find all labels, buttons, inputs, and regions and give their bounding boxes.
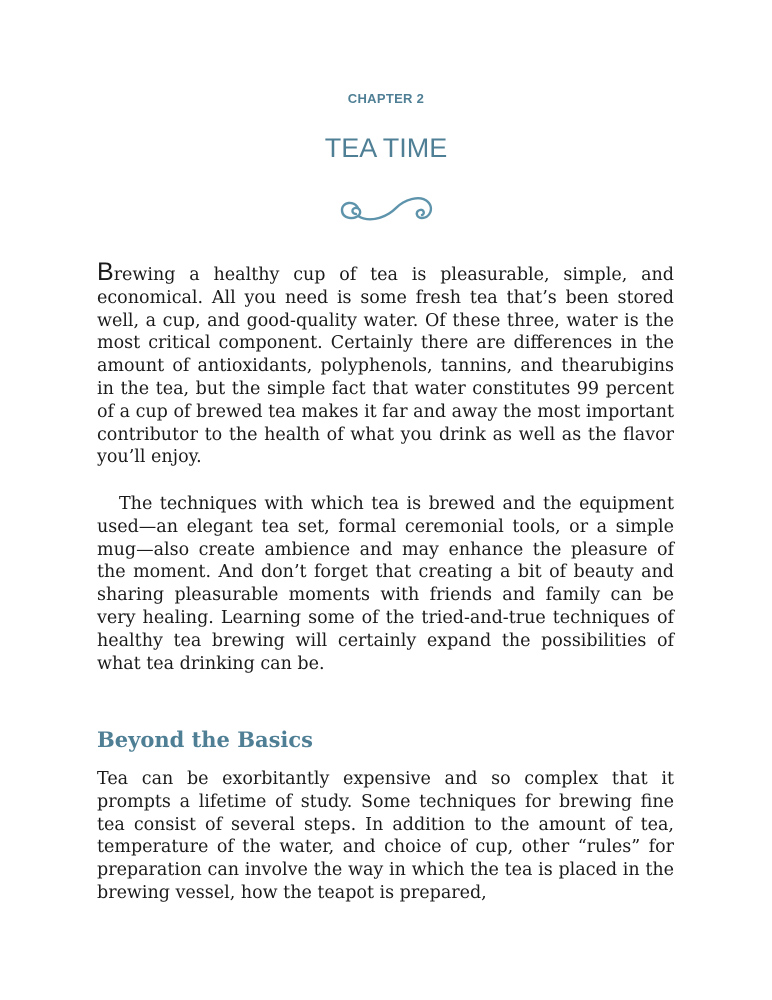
swirl-ornament-icon — [336, 190, 436, 226]
section-heading: Beyond the Basics — [97, 727, 313, 752]
intro-paragraph-2: The techniques with which tea is brewed and the equipment used—an elegant tea set, formal ceremonial tools, or a simple mug—also create ambience and may enhance the pleasure of the moment. And don’t forget that creating a bit of beauty and sharing pleasurable moments with friends and family can be very healing. Learning some of the tried-and-true techniques of healthy tea brewing will certainly expand the possibilities of what tea drinking can be. — [97, 494, 674, 674]
chapter-label: CHAPTER 2 — [347, 91, 425, 106]
section-paragraph: Tea can be exorbitantly expensive and so complex that it prompts a lifetime of study. Some techniques for brewing fine tea consist of several steps. In addition to the amount of tea, temperature of the water, and choice of cup, other “rules” for preparation can involve the way in which the tea is placed in the brewing vessel, how the teapot is prepared, — [97, 769, 674, 903]
drop-cap: B — [97, 258, 114, 286]
intro-paragraph-1 — [97, 258, 674, 469]
chapter-title: TEA TIME — [324, 133, 448, 163]
intro-paragraph-1-text: rewing a healthy cup of tea is pleasurable, simple, and economical. All you need is some fresh tea that’s been stored well, a cup, and good-quality water. Of these three, water is the most critical component. Certainly there are differences in the amount of antioxidants, polyphenols, tannins, and thearubigins in the tea, but the simple fact that water constitutes 99 percent of a cup of brewed tea makes it far and away the most important contributor to the health of what you drink as well as the flavor you’ll enjoy. — [97, 265, 674, 468]
